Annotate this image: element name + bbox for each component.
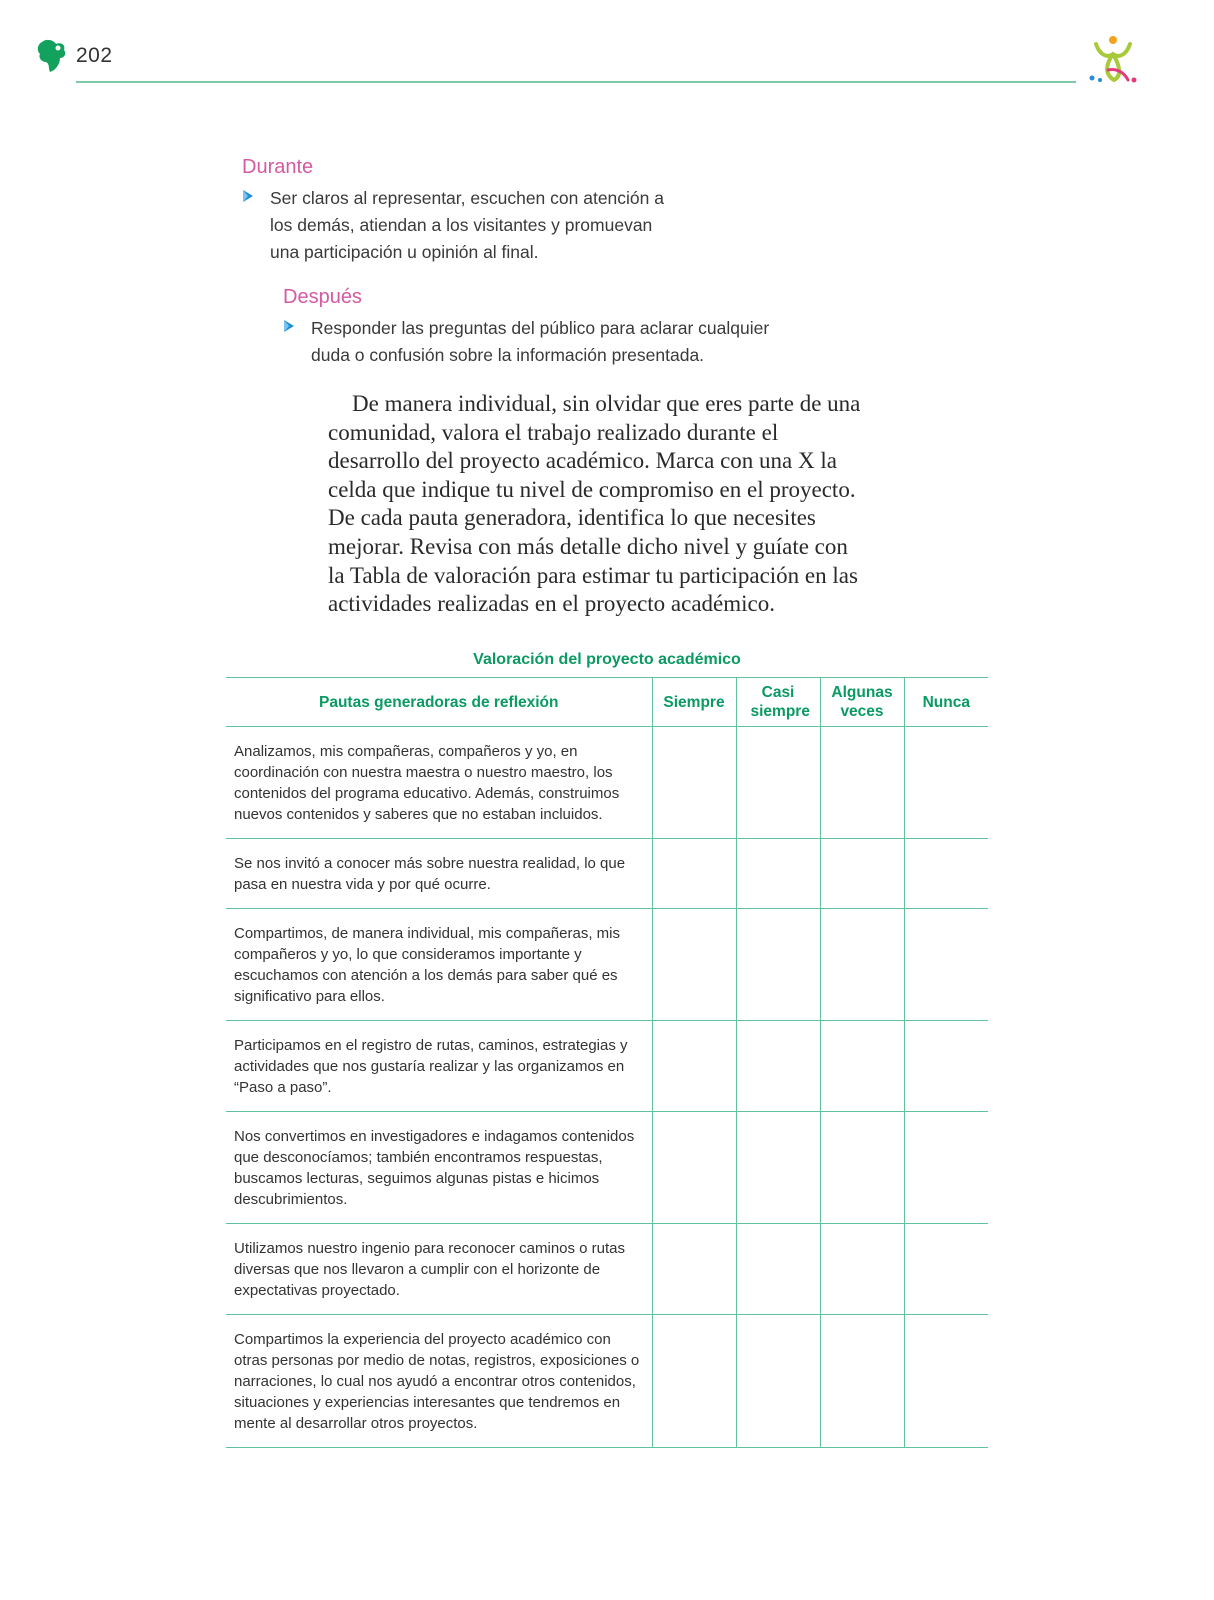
header-casi-siempre: Casi siempre xyxy=(736,678,820,727)
algunas-veces-cell[interactable] xyxy=(820,1021,904,1112)
table-row xyxy=(226,1112,988,1224)
durante-section xyxy=(242,156,672,266)
casi-siempre-cell[interactable] xyxy=(736,1021,820,1112)
table-row xyxy=(226,1021,988,1112)
casi-siempre-cell[interactable] xyxy=(736,1315,820,1448)
pauta-cell: Se nos invitó a conocer más sobre nuestra realidad, lo que pasa en nuestra vida y por qué ocurre. xyxy=(226,839,652,909)
pauta-cell: Compartimos la experiencia del proyecto académico con otras personas por medio de notas, registros, exposiciones o narraciones, lo cual nos ayudó a encontrar otros contenidos, situaciones y experiencias interesantes que tendremos en mente al desarrollar otros proyectos. xyxy=(226,1315,652,1448)
durante-title: Durante xyxy=(242,156,314,178)
list-item xyxy=(283,315,783,369)
table-row xyxy=(226,727,988,839)
casi-siempre-cell[interactable] xyxy=(736,1112,820,1224)
colorful-figure-emblem-icon xyxy=(1086,34,1140,86)
siempre-cell[interactable] xyxy=(652,1315,736,1448)
siempre-cell[interactable] xyxy=(652,909,736,1021)
nunca-cell[interactable] xyxy=(904,909,988,1021)
despues-title: Después xyxy=(283,286,362,308)
despues-bullet-text: Responder las preguntas del público para aclarar cualquier duda o confusión sobre la información presentada. xyxy=(311,318,770,365)
triangle-bullet-icon xyxy=(242,189,254,203)
pauta-cell: Nos convertimos en investigadores e indagamos contenidos que desconocíamos; también encontramos respuestas, buscamos lecturas, seguimos algunas pistas e hicimos descubrimientos. xyxy=(226,1112,652,1224)
pauta-cell: Compartimos, de manera individual, mis compañeras, mis compañeros y yo, lo que consideramos importante y escuchamos con atención a los demás para saber qué es significativo para ellos. xyxy=(226,909,652,1021)
algunas-veces-cell[interactable] xyxy=(820,909,904,1021)
algunas-veces-cell[interactable] xyxy=(820,1315,904,1448)
casi-siempre-cell[interactable] xyxy=(736,1224,820,1315)
header-nunca: Nunca xyxy=(904,678,988,727)
pauta-cell: Utilizamos nuestro ingenio para reconocer caminos o rutas diversas que nos llevaron a cumplir con el horizonte de expectativas proyectado. xyxy=(226,1224,652,1315)
algunas-veces-cell[interactable] xyxy=(820,1224,904,1315)
list-item xyxy=(242,185,672,266)
casi-siempre-cell[interactable] xyxy=(736,839,820,909)
nunca-cell[interactable] xyxy=(904,1112,988,1224)
nunca-cell[interactable] xyxy=(904,1021,988,1112)
instructions-paragraph: De manera individual, sin olvidar que eres parte de una comunidad, valora el trabajo realizado durante el desarrollo del proyecto académico. Marca con una X la celda que indique tu nivel de compromiso en el proyecto. De cada pauta generadora, identifica lo que necesites mejorar. Revisa con más detalle dicho nivel y guíate con la Tabla de valoración para estimar tu participación en las actividades realizadas en el proyecto académico. xyxy=(328,391,861,617)
valuation-table xyxy=(226,677,988,1448)
algunas-veces-cell[interactable] xyxy=(820,839,904,909)
algunas-veces-cell[interactable] xyxy=(820,1112,904,1224)
page-number: 202 xyxy=(76,44,113,67)
siempre-cell[interactable] xyxy=(652,1224,736,1315)
siempre-cell[interactable] xyxy=(652,839,736,909)
siempre-cell[interactable] xyxy=(652,1112,736,1224)
siempre-cell[interactable] xyxy=(652,727,736,839)
despues-section xyxy=(283,286,783,369)
pauta-cell: Analizamos, mis compañeras, compañeros y yo, en coordinación con nuestra maestra o nuestro maestro, los contenidos del programa educativo. Además, construimos nuevos contenidos y saberes que no estaban incluidos. xyxy=(226,727,652,839)
green-map-icon xyxy=(36,38,68,74)
durante-bullet-text: Ser claros al representar, escuchen con atención a los demás, atiendan a los visitantes y promuevan una participación u opinión al final. xyxy=(270,188,664,262)
header-pautas: Pautas generadoras de reflexión xyxy=(226,678,652,727)
table-row xyxy=(226,1315,988,1448)
casi-siempre-cell[interactable] xyxy=(736,909,820,1021)
table-row xyxy=(226,1224,988,1315)
pauta-cell: Participamos en el registro de rutas, caminos, estrategias y actividades que nos gustaría realizar y las organizamos en “Paso a paso”. xyxy=(226,1021,652,1112)
nunca-cell[interactable] xyxy=(904,1224,988,1315)
siempre-cell[interactable] xyxy=(652,1021,736,1112)
header-siempre: Siempre xyxy=(652,678,736,727)
nunca-cell[interactable] xyxy=(904,1315,988,1448)
table-row xyxy=(226,909,988,1021)
table-header-row xyxy=(226,678,988,727)
header-algunas-veces: Algunas veces xyxy=(820,678,904,727)
nunca-cell[interactable] xyxy=(904,839,988,909)
algunas-veces-cell[interactable] xyxy=(820,727,904,839)
nunca-cell[interactable] xyxy=(904,727,988,839)
table-caption: Valoración del proyecto académico xyxy=(473,651,741,668)
triangle-bullet-icon xyxy=(283,319,295,333)
table-row xyxy=(226,839,988,909)
header-rule xyxy=(76,81,1076,83)
casi-siempre-cell[interactable] xyxy=(736,727,820,839)
